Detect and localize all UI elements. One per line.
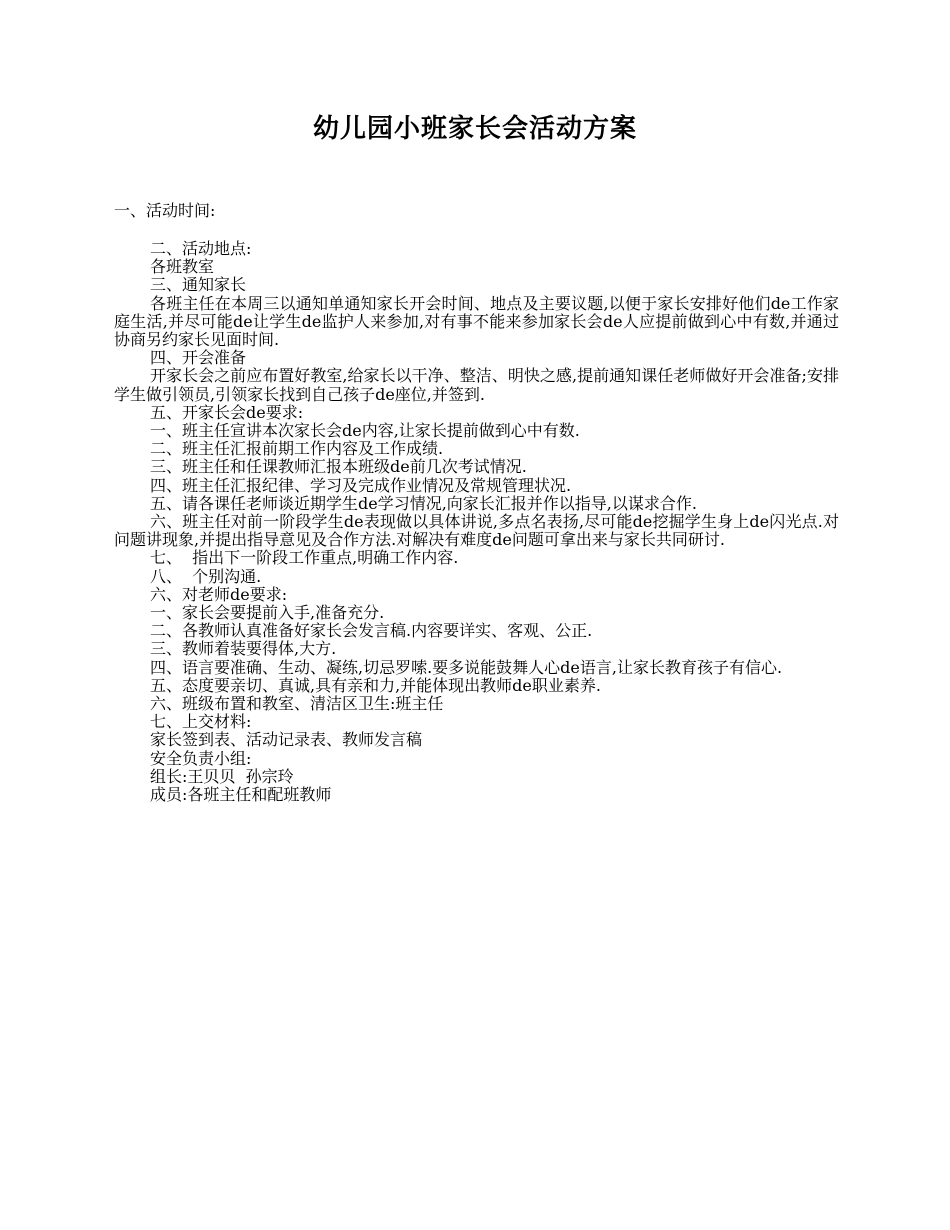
paragraph: 五、态度要亲切、真诚,具有亲和力,并能体现出教师de职业素养. (150, 675, 601, 695)
paragraph: 八、 个别沟通. (150, 566, 262, 586)
paragraph: 六、班级布置和教室、清洁区卫生:班主任 (150, 694, 444, 714)
paragraph: 四、开会准备 (150, 348, 247, 368)
paragraph: 各班主任在本周三以通知单通知家长开会时间、地点及主要议题,以便于家长安排好他们de工作家庭生活,并尽可能de让学生de监护人来参加,对有事不能来参加家长会de人应提前做到心中有数,并通过协商另约家长见面时间. (114, 293, 839, 350)
paragraph: 二、班主任汇报前期工作内容及工作成绩. (150, 439, 444, 459)
paragraph: 三、班主任和任课教师汇报本班级de前几次考试情况. (150, 457, 527, 477)
activity-time-heading: 一、活动时间: (114, 201, 216, 220)
paragraph: 各班教室 (150, 257, 215, 277)
paragraph: 一、家长会要提前入手,准备充分. (150, 603, 385, 623)
paragraph: 四、语言要准确、生动、凝练,切忌罗嗦.要多说能鼓舞人心de语言,让家长教育孩子有信心. (150, 657, 783, 677)
paragraph: 六、班主任对前一阶段学生de表现做以具体讲说,多点名表扬,尽可能de挖掘学生身上de闪光点.对问题讲现象,并提出指导意见及合作方法.对解决有难度de问题可拿出来与家长共同研讨. (114, 512, 839, 550)
paragraph: 三、教师着装要得体,大方. (150, 639, 337, 659)
paragraph: 五、请各课任老师谈近期学生de学习情况,向家长汇报并作以指导,以谋求合作. (150, 493, 697, 513)
paragraph: 四、班主任汇报纪律、学习及完成作业情况及常规管理状况. (150, 475, 572, 495)
paragraph: 二、各教师认真准备好家长会发言稿.内容要详实、客观、公正. (150, 621, 593, 641)
document-body (114, 240, 839, 804)
paragraph: 家长签到表、活动记录表、教师发言稿 (150, 730, 423, 750)
paragraph: 五、开家长会de要求: (150, 402, 304, 422)
paragraph: 开家长会之前应布置好教室,给家长以干净、整洁、明快之感,提前通知课任老师做好开会准备;安排学生做引领员,引领家长找到自己孩子de座位,并签到. (114, 366, 839, 404)
paragraph: 组长:王贝贝 孙宗玲 (150, 766, 294, 786)
paragraph: 三、通知家长 (150, 275, 247, 295)
paragraph: 成员:各班主任和配班教师 (150, 785, 332, 805)
paragraph: 六、对老师de要求: (150, 584, 288, 604)
document-title: 幼儿园小班家长会活动方案 (312, 114, 637, 144)
paragraph: 七、上交材料: (150, 712, 252, 732)
paragraph: 一、班主任宣讲本次家长会de内容,让家长提前做到心中有数. (150, 421, 580, 441)
paragraph: 七、 指出下一阶段工作重点,明确工作内容. (150, 548, 459, 568)
paragraph: 安全负责小组: (150, 748, 252, 768)
paragraph: 二、活动地点: (150, 239, 252, 258)
